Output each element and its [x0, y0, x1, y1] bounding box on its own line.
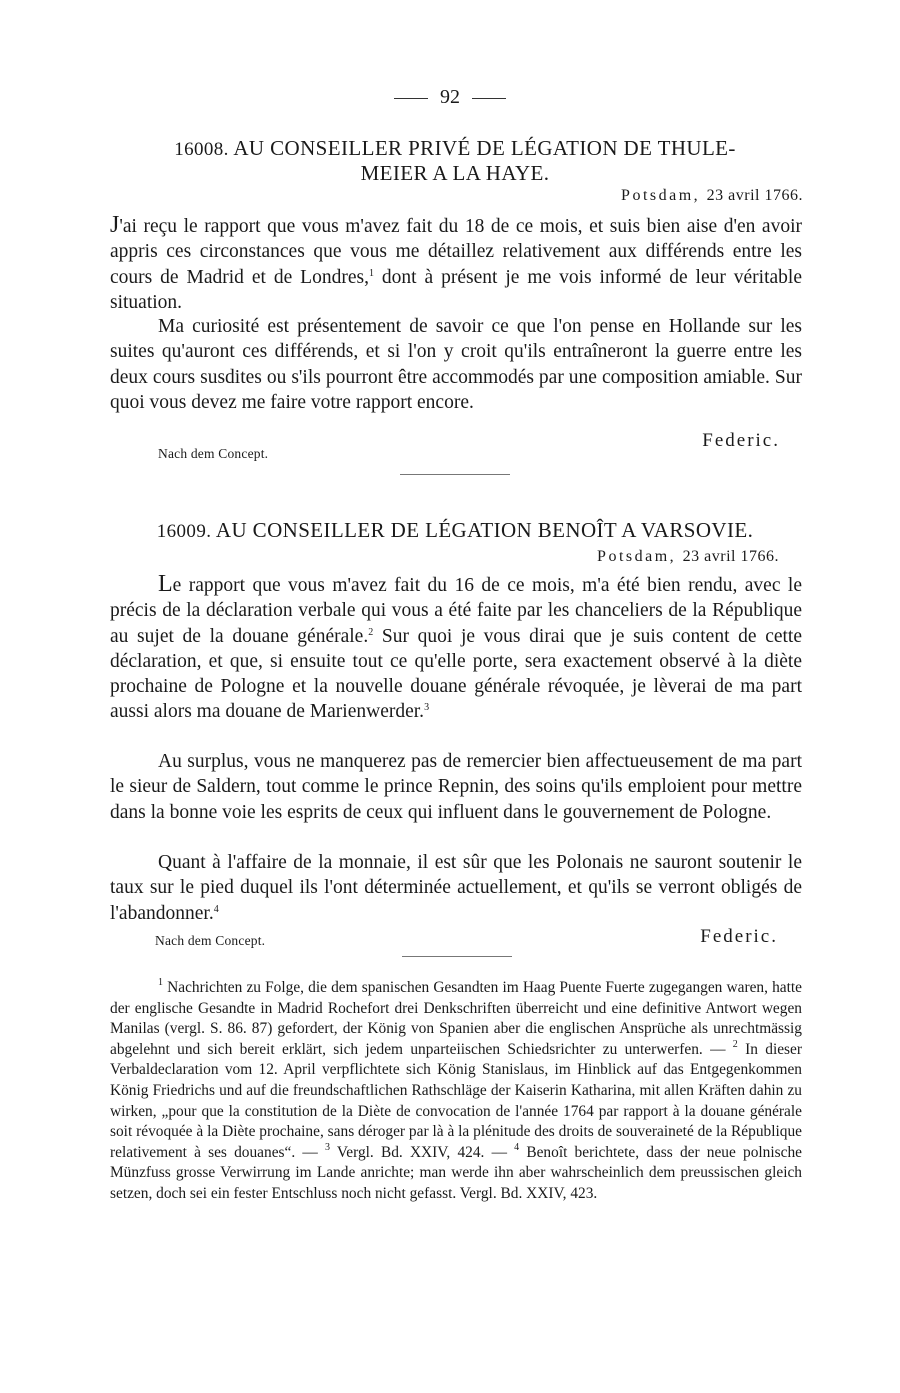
paragraph-text-tail: dont à présent je me vois informé de leur véritable situation. [110, 266, 802, 313]
letter-16008-source-note: Nach dem Concept. [158, 446, 269, 461]
page-number [0, 86, 900, 109]
footnote-text: In dieser Verbaldeclaration vom 12. April verpflichtete sich König Stanislaus, im Hinblick auf das Entgegenkommen König Friedrichs und auf die freundschaftlichen Rathschläge der Kaiserin Katharina, mit allen Kräften dahin zu wirken, „pour que la constitution de la Diète de convocation de l'année 1764 par rapport à la douane générale soit révoquée à la Diète prochaine, sans déroger par là à la plénitude des droits de souveraineté de la République relativement à ses douanes“. — [110, 1040, 802, 1161]
initial-letter: J [110, 212, 120, 238]
section-divider [400, 474, 510, 475]
letter-16009-paragraph-1 [110, 572, 802, 725]
footnote-reference: 2 [368, 626, 374, 638]
letter-16009-dateline [597, 548, 779, 566]
letter-16008-heading-line2: MEIER A LA HAYE. [360, 161, 550, 185]
paragraph-text: 'ai reçu le rapport que vous m'avez fait du 18 de ce mois, et suis bien aise d'en avoir appris ces circonstances que vous me détaillez relativement aux différends entre les cours de Madrid et de Londres, [110, 216, 802, 288]
section-divider [402, 956, 512, 957]
page-number-dash-right [472, 98, 506, 99]
letter-16009-paragraph-2: Au surplus, vous ne manquerez pas de remercier bien affectueusement de ma part le sieur de Saldern, tout comme le prince Repnin, des soins qu'ils emploient pour mettre dans la bonne voie les esprits de ceux qui influent dans le gouvernement de Pologne. [110, 751, 802, 823]
letter-16009-paragraph-3 [110, 850, 802, 926]
letter-16008-paragraph-1 [110, 213, 802, 315]
footnote-mark: 2 [732, 1038, 738, 1050]
page-number-dash-left [394, 98, 428, 99]
footnote-reference: 4 [213, 903, 219, 915]
letter-number: 16009. [156, 521, 212, 542]
footnote-text: Vergl. Bd. XXIV, 424. — [329, 1143, 515, 1161]
letter-16009-heading [110, 518, 800, 544]
dateline-place: Potsdam, [621, 187, 701, 204]
dateline-date: 23 avril 1766. [706, 187, 803, 204]
footnote-mark: 1 [158, 977, 163, 988]
dateline-date: 23 avril 1766. [682, 548, 779, 565]
page-number-text: 92 [440, 86, 460, 108]
letter-16008-dateline [621, 187, 803, 205]
letter-16008-paragraph-2: Ma curiosité est présentement de savoir ce que l'on pense en Hollande sur les suites qu'auront ces différends, et si l'on y croit qu'ils entraîneront la guerre entre les deux cours susdites ou s'ils pourront être accommodés par une composition amiable. Sur quoi vous devez me faire votre rapport encore. [110, 316, 802, 413]
initial-letter: L [158, 571, 173, 597]
letter-heading-text: AU CONSEILLER PRIVÉ DE LÉGATION DE THULE- [233, 136, 736, 160]
footnote-reference: 3 [424, 702, 430, 714]
letter-16008-signature: Federic. [702, 430, 780, 451]
footnotes-block [110, 978, 802, 1205]
letter-16009-source-note: Nach dem Concept. [155, 933, 266, 948]
paragraph-text: Quant à l'affaire de la monnaie, il est sûr que les Polonais ne sauront soutenir le taux sur le pied duquel ils l'ont déterminée actuellement, et qu'ils se verront obligés de l'abandonner. [110, 852, 802, 924]
letter-number: 16008. [174, 139, 229, 160]
footnote-text: Benoît berichtete, dass der neue polnische Münzfuss grosse Verwirrung im Lande anrichte; man werde ihn aber wahrscheinlich dem preussischen gleich setzen, doch sei ein fester Entschluss noch nicht gefasst. Vergl. Bd. XXIV, 423. [110, 1143, 802, 1202]
footnote-reference: 1 [368, 267, 374, 279]
paragraph-text: e rapport que vous m'avez fait du 16 de ce mois, m'a été bien rendu, avec le précis de la déclaration verbale qui vous a été faite par les chanceliers de la République au sujet de la douane générale. [110, 575, 802, 647]
footnote-mark: 3 [324, 1141, 330, 1153]
letter-16009-signature: Federic. [700, 926, 778, 947]
dateline-place: Potsdam, [597, 548, 677, 565]
letter-16008-heading-line1 [110, 136, 800, 162]
footnote-text: Nachrichten zu Folge, die dem spanischen Gesandten im Haag Puente Fuerte zugegangen waren, hatte der englische Gesandte in Madrid Rochefort drei Denkschriften überreicht und eine definitive Antwort wegen Manilas (vergl. S. 86. 87) gefordert, der König von Spanien aber die englischen Ansprüche als unrechtmässig abgelehnt und sich bereit erklärt, sich jedem unparteiischen Schiedsrichter zu unterwerfen. — [110, 979, 802, 1058]
letter-heading-text: AU CONSEILLER DE LÉGATION BENOÎT A VARSOVIE. [215, 518, 754, 542]
footnote-mark: 4 [514, 1141, 520, 1153]
paragraph-text-tail: Sur quoi je vous dirai que je suis content de cette déclaration, et que, si ensuite tout ce qu'elle porte, sera exactement observé à la diète prochaine de Pologne et la nouvelle douane générale révoquée, je lèverai de ma part aussi alors ma douane de Marienwerder. [110, 625, 803, 723]
